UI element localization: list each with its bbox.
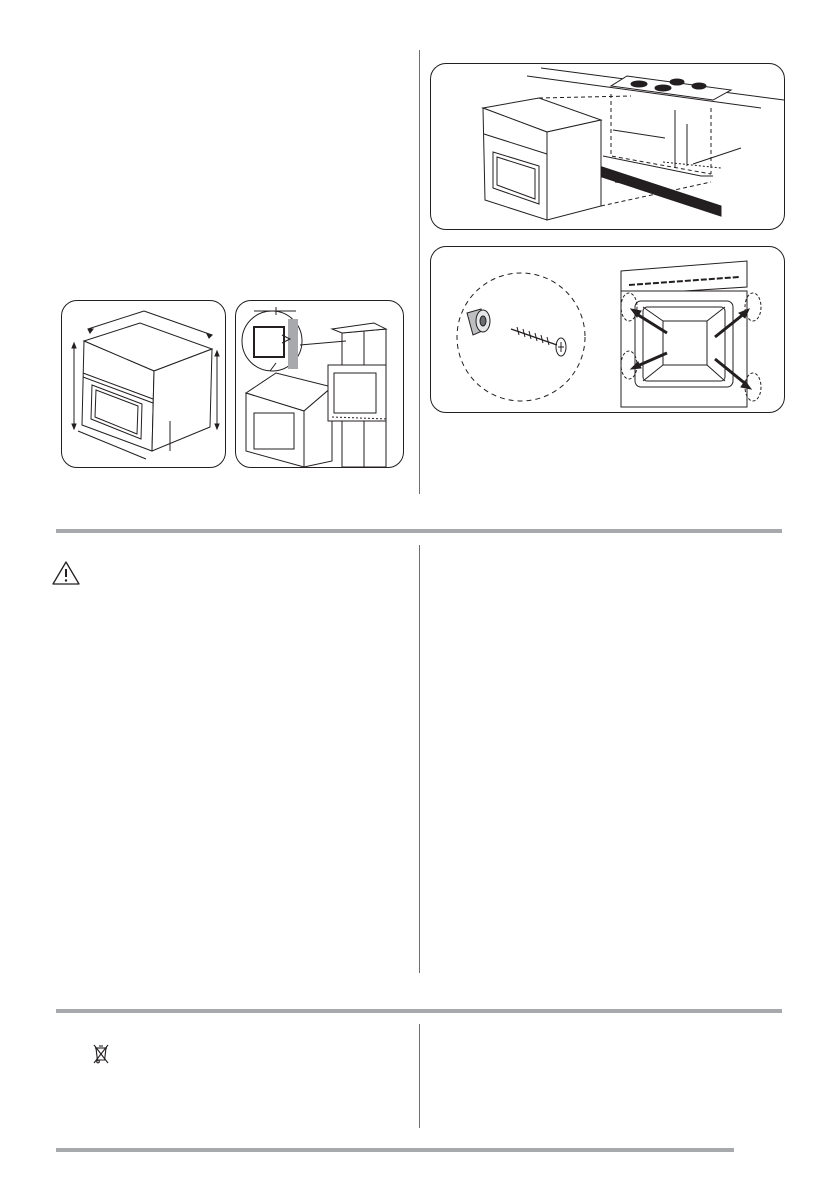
column-divider-bottom [419, 1024, 420, 1128]
section-rule-1 [56, 529, 782, 533]
warning-triangle-icon [51, 560, 81, 586]
section-rule-3 [56, 1148, 734, 1152]
cabinet-ventilation-illustration [235, 300, 404, 468]
oven-dimensions-illustration [61, 300, 226, 468]
fixing-screws-illustration [430, 246, 785, 413]
column-divider-top [419, 50, 420, 494]
built-under-worktop-illustration [430, 63, 785, 230]
column-divider-middle [419, 545, 420, 973]
crossed-out-wheelie-bin-icon [92, 1043, 110, 1065]
section-rule-2 [56, 1009, 782, 1013]
